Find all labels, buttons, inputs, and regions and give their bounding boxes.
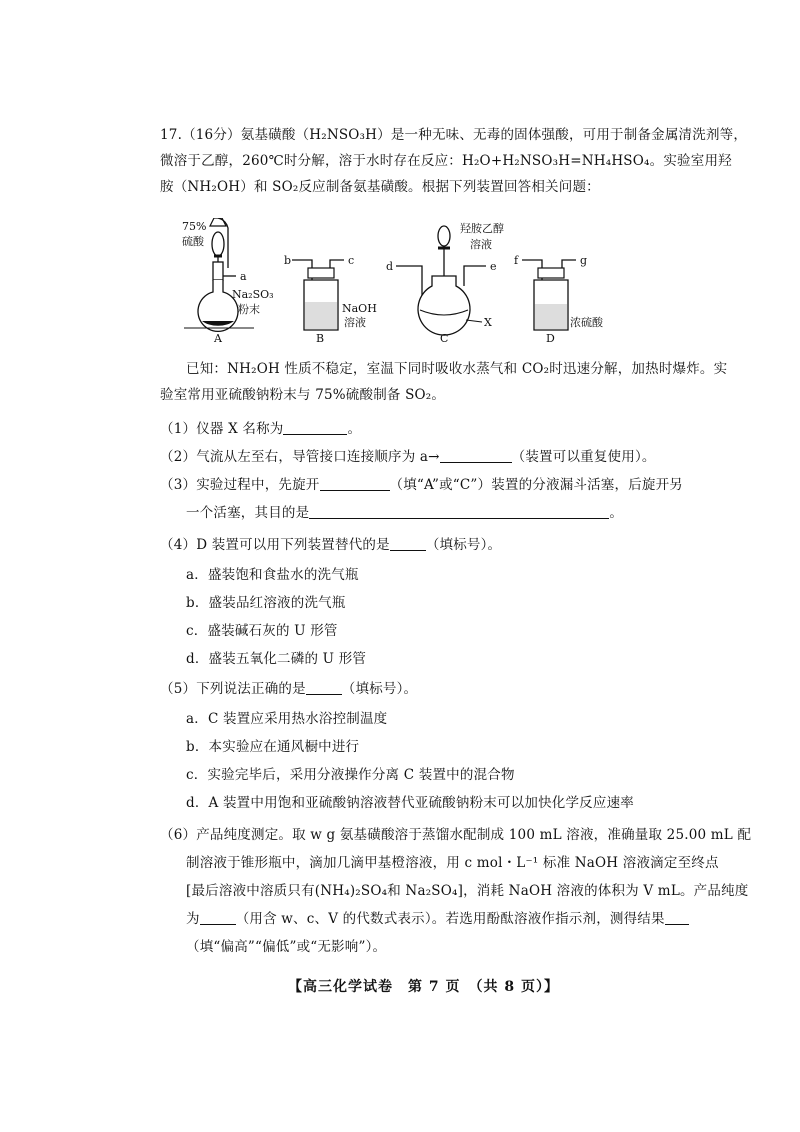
apparatus-b-label: B — [316, 332, 325, 345]
option-5d: d．A 装置中用饱和亚硫酸钠溶液替代亚硫酸钠粉末可以加快化学反应速率 — [186, 795, 634, 811]
option-5a: a．C 装置应采用热水浴控制温度 — [186, 711, 388, 727]
option-4d: d．盛装五氧化二磷的 U 形管 — [186, 651, 367, 667]
apparatus-c-label: C — [440, 332, 449, 345]
sub-question-6-line-3: [最后溶液中溶质只有(NH₄)₂SO₄和 Na₂SO₄]，消耗 NaOH 溶液的体积为 V mL。产品纯度 — [186, 883, 749, 899]
intro-line-3: 胺（NH₂OH）和 SO₂反应制备氨基磺酸。根据下列装置回答相关问题： — [160, 179, 600, 195]
apparatus-c — [386, 221, 504, 345]
sub-question-5: （5）下列说法正确的是 （填标号）。 — [160, 681, 418, 697]
port-a-label: a — [240, 270, 247, 283]
sub-question-6-line-5: （填“偏高”“偏低”或“无影响”）。 — [186, 939, 387, 955]
answer-blank-4[interactable] — [390, 536, 426, 551]
known-line-2: 验室常用亚硫酸钠粉末与 75%硫酸制备 SO₂。 — [160, 387, 446, 403]
answer-blank-3a[interactable] — [320, 476, 390, 491]
apparatus-c-funnel1: 羟胺乙醇 — [460, 222, 504, 235]
option-5b: b．本实验应在通风橱中进行 — [186, 739, 360, 755]
apparatus-a-powder2: 粉末 — [238, 303, 260, 316]
port-e-label: e — [490, 260, 497, 273]
intro-line-2: 微溶于乙醇，260℃时分解，溶于水时存在反应：H₂O+H₂NSO₃H=NH₄HSO₄。实验室用羟 — [160, 153, 732, 169]
intro-line-1: 17.（16分）氨基磺酸（H₂NSO₃H）是一种无味、无毒的固体强酸，可用于制备金属清洗剂等， — [160, 127, 748, 143]
port-f-label: f — [514, 254, 519, 267]
apparatus-a-reagent-top2: 硫酸 — [182, 235, 204, 248]
port-b-label: b — [284, 254, 292, 267]
port-g-label: g — [580, 254, 588, 267]
option-4c: c．盛装碱石灰的 U 形管 — [186, 623, 338, 639]
sub-question-4: （4）D 装置可以用下列装置替代的是 （填标号）。 — [160, 537, 502, 553]
sub-question-6-line-4: 为 （用含 w、c、V 的代数式表示）。若选用酚酞溶液作指示剂，测得结果 — [186, 910, 666, 928]
apparatus-a — [182, 218, 274, 345]
apparatus-b-solution2: 溶液 — [344, 316, 366, 329]
sub-question-6-line-2: 制溶液于锥形瓶中，滴加几滴甲基橙溶液，用 c mol・L⁻¹ 标准 NaOH 溶液滴定至终点 — [186, 855, 719, 871]
apparatus-a-label: A — [214, 332, 222, 345]
answer-blank-1[interactable] — [283, 420, 347, 435]
apparatus-d-label: D — [546, 332, 555, 345]
answer-blank-5[interactable] — [306, 680, 342, 695]
apparatus-c-funnel2: 溶液 — [470, 238, 492, 251]
known-line-1: 已知：NH₂OH 性质不稳定，室温下同时吸收水蒸气和 CO₂时迅速分解，加热时爆炸。实 — [186, 361, 728, 377]
apparatus-b — [284, 254, 377, 345]
option-4b: b．盛装品红溶液的洗气瓶 — [186, 595, 346, 611]
sub-question-3-line-1: （3）实验过程中，先旋开 （填“A”或“C”）装置的分液漏斗活塞，后旋开另 — [160, 477, 684, 493]
sub-question-2: （2）气流从左至右，导管接口连接顺序为 a→ （装置可以重复使用）。 — [160, 449, 656, 465]
apparatus-d — [514, 254, 604, 345]
page-footer: 【高三化学试卷 第 7 页 （共 8 页）】 — [288, 979, 559, 995]
answer-blank-6a[interactable] — [200, 910, 236, 925]
option-5c: c．实验完毕后，采用分液操作分离 C 装置中的混合物 — [186, 767, 515, 783]
apparatus-diagram — [170, 218, 630, 348]
apparatus-a-reagent-top: 75% — [182, 220, 207, 233]
option-4a: a．盛装饱和食盐水的洗气瓶 — [186, 567, 359, 583]
answer-blank-3b[interactable] — [309, 504, 609, 519]
port-d-label: d — [386, 260, 394, 273]
sub-question-1: （1）仪器 X 名称为 。 — [160, 421, 362, 437]
apparatus-c-x: X — [484, 316, 492, 329]
port-c-label: c — [348, 254, 355, 267]
sub-question-6-line-1: （6）产品纯度测定。取 w g 氨基磺酸溶于蒸馏水配制成 100 mL 溶液，准确量取 25.00 mL 配 — [160, 827, 752, 843]
answer-blank-6b[interactable] — [665, 910, 689, 925]
answer-blank-2[interactable] — [440, 448, 512, 463]
sub-question-3-line-2: 一个活塞，其目的是 。 — [186, 505, 624, 521]
apparatus-d-solution: 浓硫酸 — [570, 316, 603, 329]
apparatus-a-powder1: Na₂SO₃ — [232, 288, 274, 301]
apparatus-b-solution1: NaOH — [342, 302, 377, 315]
